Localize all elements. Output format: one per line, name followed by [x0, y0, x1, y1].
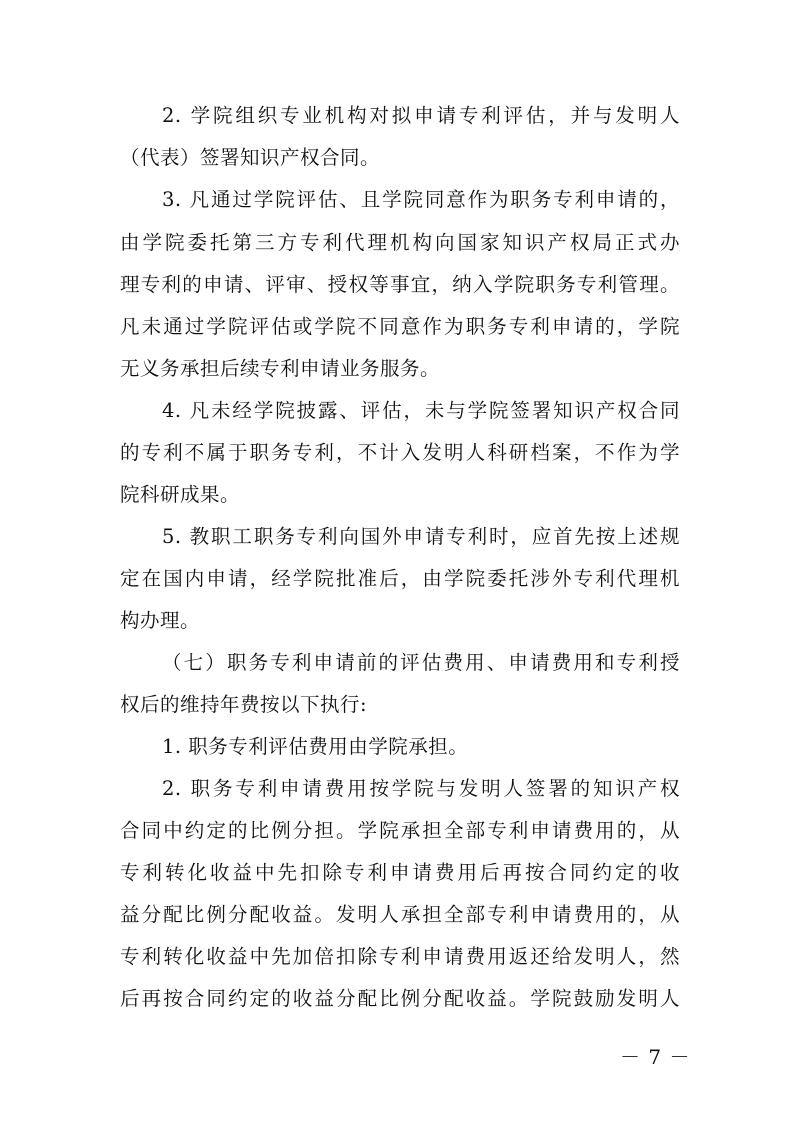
text-line: 2. 职务专利申请费用按学院与发明人签署的知识产权 — [162, 777, 680, 800]
text-line: 构办理。 — [120, 609, 201, 632]
text-line: 2. 学院组织专业机构对拟申请专利评估，并与发明人 — [162, 104, 680, 127]
text-line: （七）职务专利申请前的评估费用、申请费用和专利授 — [162, 651, 680, 674]
text-line: 1. 职务专利评估费用由学院承担。 — [162, 735, 469, 758]
text-line: 理专利的申请、评审、授权等事宜，纳入学院职务专利管理。 — [120, 273, 680, 296]
text-line: 后再按合同约定的收益分配比例分配收益。学院鼓励发明人 — [120, 987, 680, 1010]
text-line: 凡未通过学院评估或学院不同意作为职务专利申请的，学院 — [120, 315, 680, 338]
text-line: 专利转化收益中先加倍扣除专利申请费用返还给发明人，然 — [120, 945, 680, 968]
text-line: 无义务承担后续专利申请业务服务。 — [120, 357, 441, 380]
text-line: 院科研成果。 — [120, 483, 241, 506]
text-line: 4. 凡未经学院披露、评估，未与学院签署知识产权合同 — [162, 399, 680, 422]
text-line: 合同中约定的比例分担。学院承担全部专利申请费用的，从 — [120, 819, 680, 842]
text-line: 的专利不属于职务专利，不计入发明人科研档案，不作为学 — [120, 441, 680, 464]
text-line: 专利转化收益中先扣除专利申请费用后再按合同约定的收 — [120, 861, 680, 884]
text-line: 益分配比例分配收益。发明人承担全部专利申请费用的，从 — [120, 903, 680, 926]
text-line: 由学院委托第三方专利代理机构向国家知识产权局正式办 — [120, 231, 680, 254]
text-line: （代表）签署知识产权合同。 — [120, 146, 381, 169]
text-line: 5. 教职工职务专利向国外申请专利时，应首先按上述规 — [162, 525, 680, 548]
page-number: － 7 － — [620, 1045, 691, 1069]
text-line: 权后的维持年费按以下执行: — [120, 693, 368, 716]
text-line: 定在国内申请，经学院批准后，由学院委托涉外专利代理机 — [120, 567, 680, 590]
text-line: 3. 凡通过学院评估、且学院同意作为职务专利申请的， — [162, 188, 680, 211]
